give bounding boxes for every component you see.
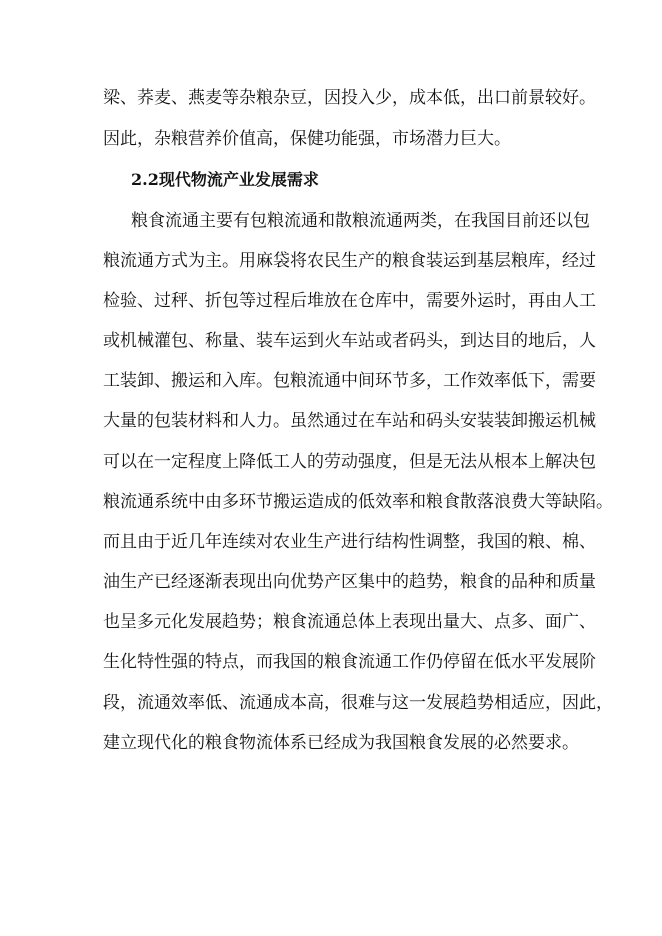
body-line-11: 也呈多元化发展趋势；粮食流通总体上表现出量大、点多、面广、 — [103, 612, 596, 632]
body-line-7: 可以在一定程度上降低工人的劳动强度，但是无法从根本上解决包 — [103, 452, 596, 472]
body-line-1: 粮食流通主要有包粮流通和散粮流通两类，在我国目前还以包 — [131, 211, 590, 231]
body-line-12: 生化特性强的特点，而我国的粮食流通工作仍停留在低水平发展阶 — [103, 652, 596, 672]
body-line-10: 油生产已经逐渐表现出向优势产区集中的趋势，粮食的品种和质量 — [103, 572, 596, 592]
body-line-4: 或机械灌包、称量、装车运到火车站或者码头，到达目的地后，人 — [103, 331, 596, 351]
body-line-8: 粮流通系统中由多环节搬运造成的低效率和粮食散落浪费大等缺陷。 — [103, 492, 613, 512]
body-line-13: 段，流通效率低、流通成本高，很难与这一发展趋势相适应，因此， — [103, 693, 613, 713]
intro-line-2: 因此，杂粮营养价值高，保健功能强，市场潜力巨大。 — [103, 129, 511, 149]
intro-line-1: 梁、荞麦、燕麦等杂粮杂豆，因投入少，成本低，出口前景较好。 — [103, 88, 596, 108]
body-line-5: 工装卸、搬运和入库。包粮流通中间环节多，工作效率低下，需要 — [103, 371, 596, 391]
body-line-3: 检验、过秤、折包等过程后堆放在仓库中，需要外运时，再由人工 — [103, 291, 596, 311]
body-line-2: 粮流通方式为主。用麻袋将农民生产的粮食装运到基层粮库，经过 — [103, 251, 596, 271]
body-line-14: 建立现代化的粮食物流体系已经成为我国粮食发展的必然要求。 — [103, 733, 579, 753]
body-line-6: 大量的包装材料和人力。虽然通过在车站和码头安装装卸搬运机械 — [103, 411, 596, 431]
body-line-9: 而且由于近几年连续对农业生产进行结构性调整，我国的粮、棉、 — [103, 532, 596, 552]
section-heading: 2.2现代物流产业发展需求 — [131, 170, 319, 189]
